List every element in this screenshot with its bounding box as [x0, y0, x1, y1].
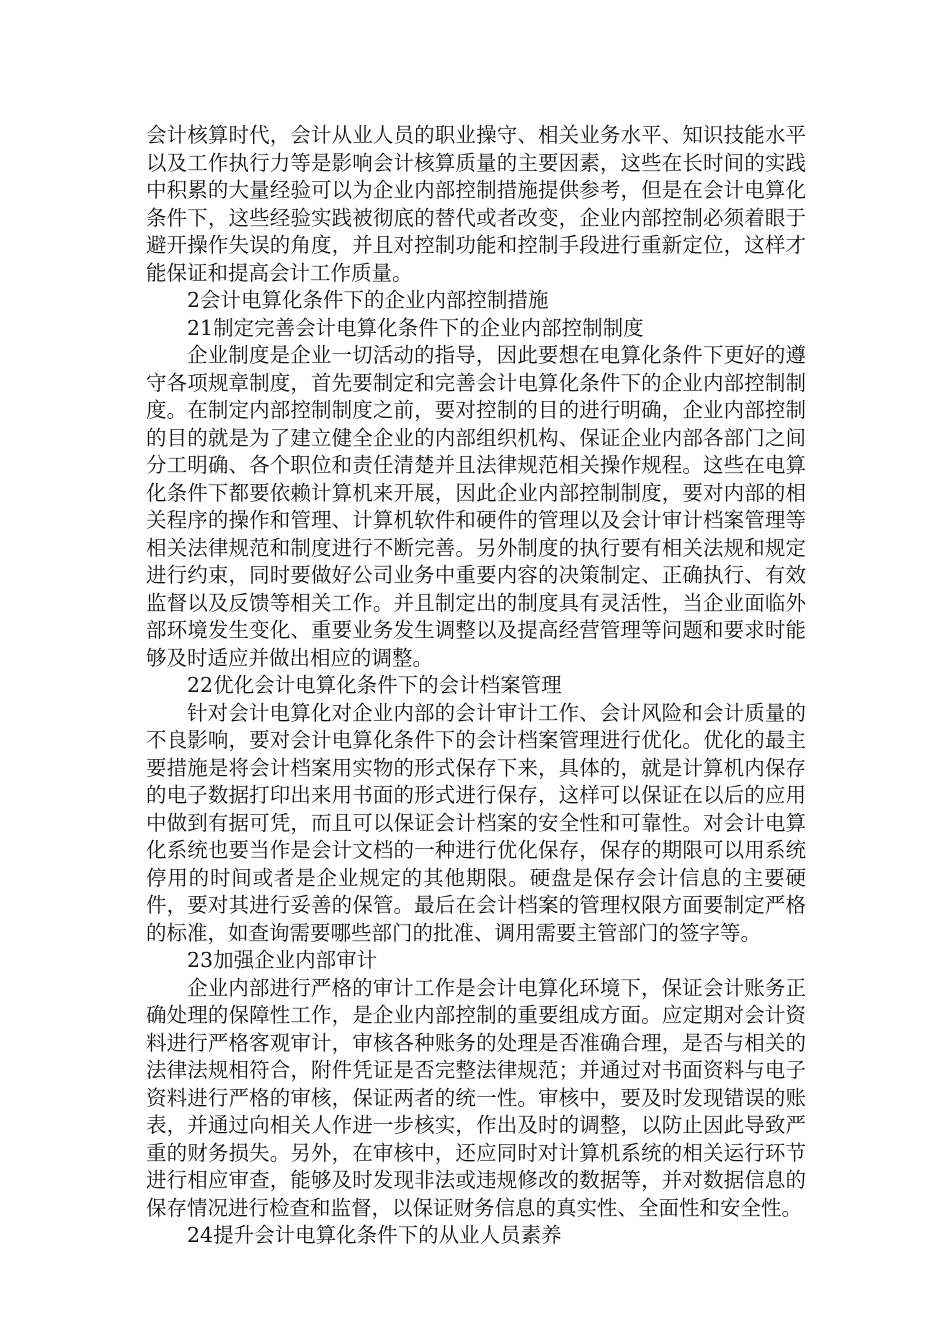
subsection-heading-2-3: 23加强企业内部审计: [187, 948, 378, 972]
paragraph-internal-control-system: 企业制度是企业一切活动的指导，因此要想在电算化条件下更好的遵守各项规章制度，首先要制定和完善会计电算化条件下的企业内部控制制度。在制定内部控制制度之前，要对控制的目的进行明确，企业内部控制的目的就是为了建立健全企业的内部组织机构、保证企业内部各部门之间分工明确、各个职位和责任清楚并且法律规范相关操作规程。这些在电算化条件下都要依赖计算机来开展，因此企业内部控制制度，要对内部的相关程序的操作和管理、计算机软件和硬件的管理以及会计审计档案管理等相关法律规范和制度进行不断完善。另外制度的执行要有相关法规和规定进行约束，同时要做好公司业务中重要内容的决策制定、正确执行、有效监督以及反馈等相关工作。并且制定出的制度具有灵活性，当企业面临外部环境发生变化、重要业务发生调整以及提高经营管理等问题和要求时能够及时适应并做出相应的调整。: [146, 343, 806, 670]
paragraph-internal-audit: 企业内部进行严格的审计工作是会计电算化环境下，保证会计账务正确处理的保障性工作，是企业内部控制的重要组成方面。应定期对会计资料进行严格客观审计，审核各种账务的处理是否准确合理，是否与相关的法律法规相符合，附件凭证是否完整法律规范；并通过对书面资料与电子资料进行严格的审核，保证两者的统一性。审核中，要及时发现错误的账表，并通过向相关人作进一步核实，作出及时的调整，以防止因此导致严重的财务损失。另外，在审核中，还应同时对计算机系统的相关运行环节进行相应审查，能够及时发现非法或违规修改的数据等，并对数据信息的保存情况进行检查和监督，以保证财务信息的真实性、全面性和安全性。: [146, 975, 806, 1220]
paragraph-intro-continued: 会计核算时代，会计从业人员的职业操守、相关业务水平、知识技能水平以及工作执行力等是影响会计核算质量的主要因素，这些在长时间的实践中积累的大量经验可以为企业内部控制措施提供参考，但是在会计电算化条件下，这些经验实践被彻底的替代或者改变，企业内部控制必须着眼于避开操作失误的角度，并且对控制功能和控制手段进行重新定位，这样才能保证和提高会计工作质量。: [146, 123, 806, 285]
subsection-heading-2-1: 21制定完善会计电算化条件下的企业内部控制制度: [187, 315, 644, 340]
section-heading-2: 2会计电算化条件下的企业内部控制措施: [187, 288, 549, 312]
subsection-heading-2-2: 22优化会计电算化条件下的会计档案管理: [187, 673, 562, 697]
document-page: [146, 122, 806, 1250]
paragraph-archive-management: 针对会计电算化对企业内部的会计审计工作、会计风险和会计质量的不良影响，要对会计电算化条件下的会计档案管理进行优化。优化的最主要措施是将会计档案用实物的形式保存下来，具体的，就是计算机内保存的电子数据打印出来用书面的形式进行保存，这样可以保证在以后的应用中做到有据可凭，而且可以保证会计档案的安全性和可靠性。对会计电算化系统也要当作是会计文档的一种进行优化保存，保存的期限可以用系统停用的时间或者是企业规定的其他期限。硬盘是保存会计信息的主要硬件，要对其进行妥善的保管。最后在会计档案的管理权限方面要制定严格的标准，如查询需要哪些部门的批准、调用需要主管部门的签字等。: [146, 700, 806, 945]
subsection-heading-2-4: 24提升会计电算化条件下的从业人员素养: [187, 1223, 562, 1247]
